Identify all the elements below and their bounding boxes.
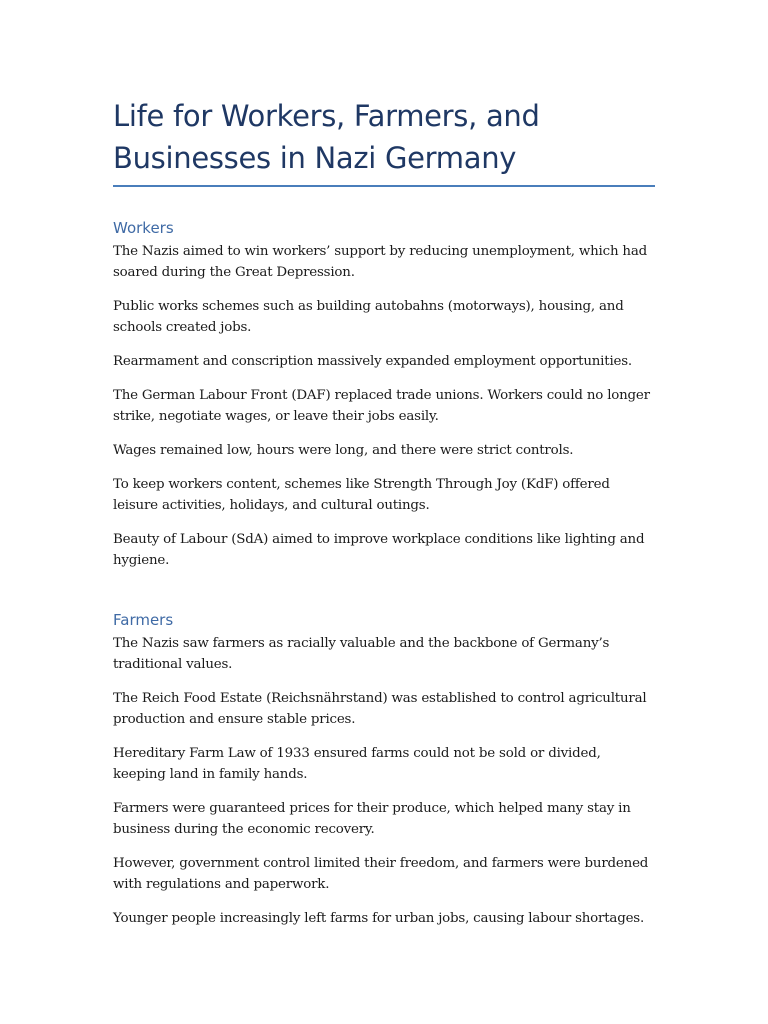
section-heading-farmers: Farmers bbox=[113, 611, 174, 629]
section-farmers bbox=[113, 610, 655, 929]
paragraph: The Nazis aimed to win workers’ support by reducing unemployment, which had soared during the Great Depression. bbox=[113, 244, 648, 280]
paragraph: The Reich Food Estate (Reichsnährstand) was established to control agricultural production and ensure stable prices. bbox=[113, 691, 647, 727]
paragraph: To keep workers content, schemes like Strength Through Joy (KdF) offered leisure activities, holidays, and cultural outings. bbox=[113, 477, 610, 513]
paragraph: The German Labour Front (DAF) replaced trade unions. Workers could no longer strike, negotiate wages, or leave their jobs easily. bbox=[113, 388, 650, 424]
paragraph: Farmers were guaranteed prices for their produce, which helped many stay in business during the economic recovery. bbox=[113, 801, 631, 837]
title-underline-divider bbox=[113, 185, 655, 187]
paragraph: Beauty of Labour (SdA) aimed to improve workplace conditions like lighting and hygiene. bbox=[113, 532, 645, 568]
paragraph: However, government control limited their freedom, and farmers were burdened with regulations and paperwork. bbox=[113, 856, 649, 892]
section-heading-workers: Workers bbox=[113, 219, 174, 237]
document-page bbox=[113, 95, 655, 929]
paragraph: Wages remained low, hours were long, and there were strict controls. bbox=[113, 443, 574, 458]
paragraph: Hereditary Farm Law of 1933 ensured farms could not be sold or divided, keeping land in family hands. bbox=[113, 746, 601, 782]
document-title: Life for Workers, Farmers, and Businesses in Nazi Germany bbox=[113, 99, 540, 175]
paragraph: The Nazis saw farmers as racially valuable and the backbone of Germany’s traditional values. bbox=[113, 636, 610, 672]
paragraph: Rearmament and conscription massively expanded employment opportunities. bbox=[113, 354, 632, 369]
paragraph: Younger people increasingly left farms for urban jobs, causing labour shortages. bbox=[113, 911, 645, 926]
paragraph: Public works schemes such as building autobahns (motorways), housing, and schools created jobs. bbox=[113, 299, 624, 335]
section-workers bbox=[113, 218, 655, 571]
